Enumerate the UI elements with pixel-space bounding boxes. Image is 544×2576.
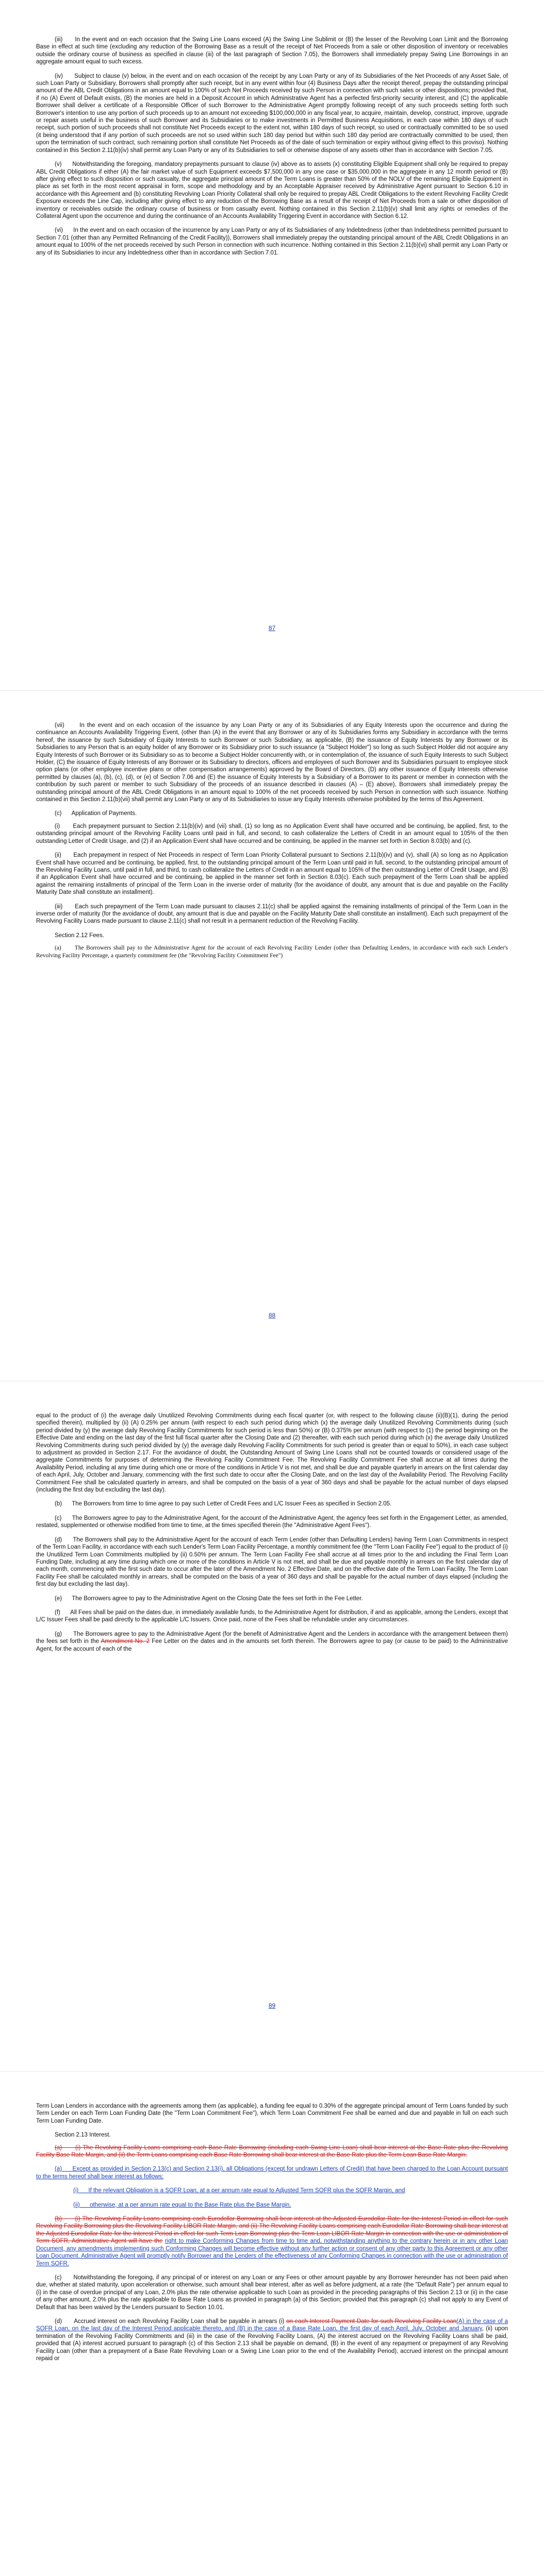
paragraph-vii: (vii) In the event and on each occasion of the issuance by any Loan Party or any of its Subsidiaries of any Equity Interests upon the occurrence and during the continuance an Accounts Availability Triggering Event, (other than (A) in the event that any Borrower or any of its Subsidiaries forms any Subsidiary in accordance with the terms hereof, the issuance by such Subsidiary of Equity Interests to such Borrower or such Subsidiary, as applicable, (B) the issuance of Equity Interests by any Borrower or its Subsidiaries to any Person that is an equity holder of any Borrower or its Subsidiary prior to such issuance (a "Subject Holder") so long as such Subject Holder did not acquire any Equity Interests of such Borrower or its Subsidiary so as to become a Subject Holder concurrently with, or in contemplation of, the issuance of such Equity Interests to such Subject Holder, (C) the issuance of Equity Interests of any Borrower or its Subsidiary to directors, officers and employees of such Borrower and its Subsidiaries pursuant to employee stock option plans (or other employee incentive plans or other compensation arrangements) approved by the Board of Directors, (D) any other issuance of Equity Interests otherwise permitted by clauses (a), (b), (c), (d), or (e) of Section 7.06 and (E) the issuance of Equity Interests by a Subsidiary of a Borrower to its parent or member in connection with the contribution by such parent or member to such Subsidiary of the proceeds of an issuance described in clauses (A) – (E) above), Borrowers shall immediately prepay the outstanding principal amount of the ABL Credit Obligations in an amount equal to 100% of the net proceeds received by such Person in connection with such issuance. Nothing contained in this Section 2.11(b)(vii) shall permit any Loan Party or any of its Subsidiaries to issue any Equity Interests otherwise prohibited by the terms of this Agreement. [36, 722, 508, 803]
paragraph-fees-b: (b) The Borrowers from time to time agree to pay such Letter of Credit Fees and L/C Issuer Fees as specified in Section 2.05. [55, 1501, 392, 1507]
heading-interest: Section 2.13 Interest. [55, 2132, 111, 2139]
page-90-text [36, 2103, 508, 2369]
paragraph-fees-c: (c) The Borrowers agree to pay to the Administrative Agent, for the account of the Administrative Agent, the agency fees set forth in the Engagement Letter, as amended, restated, supplemented or otherwise modified from time to time, at the times specified therein (the "Administrative Agent Fees"). [36, 1515, 508, 1529]
deleted-paragraph-b: (b) (i) The Revolving Facility Loans comprising each Eurodollar Borrowing shall bear interest at the Adjusted Eurodollar Rate for the Interest Period in effect for such Revolving Facility Borrowing plus the Revolving Facility LIBOR Rate Margin, and (ii) The Revolving Facility Loans comprising each Eurodollar Rate Borrowing shall bear interest at the Adjusted Eurodollar Rate for the Interest Period in effect for such Term Loan Borrowing plus the Term Loan LIBOR Rate Margin in connection with the use or administration of Term SOFR, Administrative Agent will have the [36, 2216, 508, 2245]
paragraph-c-iii: (iii) Each such prepayment of the Term Loan made pursuant to clauses 2.11(c) shall be applied against the remaining installments of principal of the Term Loan in the inverse order of maturity (for the avoidance of doubt, any amount that is due and payable on the Facility Maturity Date shall constitute an installment). Each such prepayment of the Revolving Facility Loans made pursuant to clause 2.11(c) shall not result in a permanent reduction of the Revolving Facility. [36, 903, 508, 925]
page-88-text [36, 722, 508, 966]
paragraph-fees-g-cont: Term Loan Lenders in accordance with the agreements among them (as applicable), a funding fee equal to 0.30% of the aggregate principal amount of Term Loans funded by such Term Lender on each Term Loan Funding Date (the "Term Loan Commitment Fee"), which Term Loan Commitment Fee shall be earned and due and payable in full on each such Term Loan Funding Date. [36, 2103, 508, 2124]
deleted-text: Amendment No. 2 [101, 1638, 150, 1645]
page-90 [0, 2072, 544, 2576]
paragraph-b [36, 2215, 508, 2267]
d-text: (d) Accrued interest on each Revolving Facility Loan shall be payable in arrears (i) [55, 2318, 287, 2325]
paragraph-fees-d: (d) The Borrowers shall pay to the Administrative Agent for the account of each Term Lender (other than Defaulting Lenders) having Term Loan Commitments in respect of the Term Loan Facility, in accordance with each such Lender's Term Loan Facility Percentage, a monthly commitment fee (the "Term Loan Facility Fee") equal to the product of (i) the Unutilized Term Loan Commitments multiplied by (ii) 0.50% per annum. The Term Loan Facility Fee shall accrue at all times prior to the and including the Final Term Loan Funding Date, including at any time during which one or more of the conditions in Article V is not met, and shall be due and payable monthly in arrears on the first calendar day of each month, commencing with the first such date to occur after the later of the Amendment No. 2 Effective Date, and on the effective date of the Term Loan Facility. The Term Loan Facility Fee shall be calculated monthly in arrears, shall be computed on the basis of a year of 360 days and shall be payable for the actual number of days elapsed (including the first day but excluding the last day). [36, 1536, 508, 1588]
paragraph-c-ii: (ii) Each prepayment in respect of Net Proceeds in respect of Term Loan Priority Collateral pursuant to Sections 2.11(b)(iv) and (v), shall (A) so long as no Application Event shall have occurred and be continuing, be applied, first, to the outstanding principal amount of the Term Loan until paid in full, second, to the outstanding principal amount of the Revolving Facility Loans, until paid in full, and third, to cash collateralize the Letters of Credit in an amount equal to 105% of the then outstanding Letter of Credit Usage, and (B) if an Application Event shall have occurred and be continuing, be applied in the manner set forth in Section 8.03(c). Each such prepayment of the Term Loan shall be applied against the remaining installments of principal of the Term Loan in the inverse order of maturity (for the avoidance of doubt, any amount that is due and payable on the Facility Maturity Date shall constitute an installment). [36, 852, 508, 896]
paragraph-iii: (iii) In the event and on each occasion that the Swing Line Loans exceed (A) the Swing Line Sublimit or (B) the lesser of the Revolving Loan Limit and the Borrowing Base in effect at such time (excluding any reduction of the Borrowing Base as a result of the receipt of Net Proceeds from a sale or other disposition of inventory or receivables outside the ordinary course of business as specified in clause (iii) of the last paragraph of Section 7.05), the Borrowers shall immediately prepay Swing Line Borrowings in an aggregate amount equal to such excess. [36, 37, 508, 65]
page-number[interactable]: 89 [268, 2002, 276, 2009]
deleted-text: on each Interest Payment Date for such Revolving Facility Loan [286, 2318, 457, 2325]
paragraph-fees-e: (e) The Borrowers agree to pay to the Administrative Agent on the Closing Date the fees set forth in the Fee Letter. [55, 1595, 363, 1602]
paragraph-vi: (vi) In the event and on each occasion of the incurrence by any Loan Party or any of its Subsidiaries of any Indebtedness (other than Indebtedness permitted pursuant to Section 7.01 (other than any Permitted Refinancing of the Credit Facility)), Borrowers shall immediately prepay the outstanding principal amount of the ABL Credit Obligations in an amount equal to 100% of the net proceeds received by such Person in connection with such incurrence. Nothing contained in this Section 2.11(b)(vi) shall permit any Loan Party or any of its Subsidiaries to incur any Indebtedness other than in accordance with Section 7.01. [36, 227, 508, 256]
paragraph-fees-a: (a) The Borrowers shall pay to the Administrative Agent for the account of each Revolving Facility Lender (other than Defaulting Lenders, in accordance with each such Lender's Revolving Facility Percentage, a quarterly commitment fee (the "Revolving Facility Commitment Fee") [36, 945, 508, 959]
inserted-paragraph-a-i: (i) If the relevant Obligation is a SOFR Loan, at a per annum rate equal to Adjusted Term SOFR plus the SOFR Margin, and [73, 2188, 405, 2194]
paragraph-v: (v) Notwithstanding the foregoing, mandatory prepayments pursuant to clause (iv) above as to assets (x) constituting Eligible Equipment shall only be required to prepay ABL Credit Obligations if either (A) the fair market value of such Equipment exceeds $7,500,000 in any one case or $35,000,000 in the aggregate in any 12 month period or (B) after giving effect to such disposition or such casualty, the aggregate principal amount of the Term Loans is greater than 50% of the NOLV of the remaining Eligible Equipment in place as set forth in the most recent appraisal in form, scope and methodology and by an Acceptable Appraiser received by Administrative Agent pursuant to Section 6.10 in accordance with this Agreement and (b) constituting Revolving Loan Priority Collateral shall only be required to prepay ABL Credit Obligations to the extent Revolving Facility Credit Exposure exceeds the Line Cap, including after giving effect to any reduction of the Borrowing Base as a result of the receipt of Net Proceeds from a sale or other disposition of inventory or receivables outside the ordinary course of business or from casualty event. Nothing contained in this Section 2.11(b)(v) shall limit any rights or remedies of the Collateral Agent upon the occurrence and during the continuance of an Accounts Availability Triggering Event in accordance with Section 6.12. [36, 161, 508, 219]
d-text-end: , (ii) upon termination of the Revolving Facility Commitments and (iii) in the case of the Revolving Facility Loans, (A) the interest accrued on the Revolving Facility Loans shall be paid, provided that (A) interest accrued pursuant to paragraph (c) of this Section 2.13 shall be payable on demand, (B) in the event of any repayment or prepayment of any Revolving Facility Loan (other than a prepayment of a Base Rate Revolving Loan or a Swing Line Loan prior to the end of the Availability Period), accrued interest on the principal amount repaid or [36, 2326, 508, 2362]
page-87 [0, 0, 544, 690]
paragraph-c-i: (i) Each prepayment pursuant to Section 2.11(b)(iv) and (vii) shall, (1) so long as no Application Event shall have occurred and be continuing, be applied, first, to the outstanding principal amount of the Revolving Facility Loans until paid in full, and second, to cash collateralize the Letters of Credit in an amount equal to 105% of the then outstanding Letter of Credit Usage, and (2) if an Application Event shall have occurred and be continuing, be applied in the manner set forth in Section 8.03(b) and (c). [36, 823, 508, 844]
fees-g-text: (g) The Borrowers agree to pay to the Administrative Agent (for the benefit of Administrative Agent and the Lenders in accordance with the arrangement between them) the fees set forth in the [36, 1631, 508, 1645]
page-88 [0, 691, 544, 1381]
paragraph-fees-g [36, 1631, 508, 1653]
inserted-paragraph-b: right to make Conforming Changes from time to time and, notwithstanding anything to the contrary herein or in any other Loan Document, any amendments implementing such Conforming Changes will become effective without any further action or consent of any other party to this Agreement or any other Loan Document. Administrative Agent will promptly notify Borrower and the Lenders of the effectiveness of any Conforming Changes in connection with the use or administration of Term SOFR. [36, 2238, 508, 2267]
paragraph-c-default-rate: (c) Notwithstanding the foregoing, if any principal of or interest on any Loan or any Fees or other amount payable by any Borrower hereunder has not been paid when due, whether at stated maturity, upon acceleration or otherwise, such amount shall bear interest, after as well as before judgment, at a rate (the "Default Rate") per annum equal to (i) in the case of overdue principal of any Loan, 2.0% plus the rate otherwise applicable to such Loan as provided in the preceding paragraphs of this Section 2.13 or (ii) in the case of any other amount, 2.0% plus the rate applicable to Base Rate Loans as provided in paragraph (a) of this Section; provided that this paragraph (c) shall not apply to any Event of Default that has been waived by the Lenders pursuant to Section 10.01. [36, 2274, 508, 2311]
fees-g-text-end: Fee Letter on the dates and in the amounts set forth therein. The Borrowers agree to pay (or cause to be paid) to the Administrative Agent, for the account of each of the [36, 1638, 508, 1652]
heading-fees: Section 2.12 Fees. [55, 932, 104, 939]
inserted-text: (A) in the case of a SOFR Loan, on the last day of the Interest Period applicable thereto, and (B) in the case of a Base Rate Loan, the first day of each April, July, October and January [36, 2318, 508, 2332]
page-89 [0, 1381, 544, 2071]
paragraph-iv: (iv) Subject to clause (v) below, in the event and on each occasion of the receipt by any Loan Party or any of its Subsidiaries of the Net Proceeds of any Asset Sale, of such Loan Party or Subsidiary, Borrowers shall promptly after such receipt, but in any event within four (4) Business Days after the receipt thereof, prepay the outstanding principal amount of the ABL Credit Obligations in an amount equal to 100% of such Net Proceeds received by such Person in connection with such sales or other dispositions; provided that, if no (A) Event of Default exists, (B) the monies are held in a Deposit Account in which Administrative Agent has a perfected first-priority security interest, and (C) the applicable Borrower shall deliver a certificate of a Responsible Officer of such Borrower to the Administrative Agent promptly following receipt of any such proceeds setting forth such Borrower's intention to use any portion of such proceeds up to an amount not exceeding $100,000,000 in any fiscal year, to acquire, maintain, develop, construct, improve, upgrade or repair assets useful in the business of such Borrower and its Subsidiaries or to make investments in Permitted Business Acquisitions, in each case within 180 days of such receipt, such portion of such proceeds shall not constitute Net Proceeds except to the extent not, within 180 days of such receipt, so used or contractually committed to be so used (it being understood that if any portion of such proceeds are not so used within such 180 day period but within such 180 day period are contractually committed to be used, then upon the termination of such contract, such remaining portion shall constitute Net Proceeds as of the date of such termination or expiry without giving effect to this proviso). Nothing contained in this Section 2.11(b)(iv) shall permit any Loan Party or any of its Subsidiaries to sell or otherwise dispose of any assets other than in accordance with Section 7.05. [36, 73, 508, 154]
page-number[interactable]: 87 [268, 624, 276, 632]
page-89-text [36, 1412, 508, 1659]
heading-application-of-payments: (c) Application of Payments. [55, 810, 137, 817]
deleted-paragraph-a: (a) (i) The Revolving Facility Loans comprising each Base Rate Borrowing (including each Swing Line Loan) shall bear interest at the Base Rate plus the Revolving Facility Base Rate Margin, and (ii) the Term Loans comprising each Base Rate Borrowing shall bear interest at the Base Rate plus the Term Loan Base Rate Margin. [36, 2144, 508, 2159]
page-number[interactable]: 88 [268, 1312, 276, 1319]
page-87-text [36, 36, 508, 263]
paragraph-fees-a-cont: equal to the product of (i) the average daily Unutilized Revolving Commitments during each fiscal quarter (or, with respect to the following clause (ii)(B)(1), during the period specified therein), multiplied by (ii) (A) 0.25% per annum (with respect to each such period during which (x) the average daily Unutilized Revolving Commitments during (such period divided by (y) the average daily Revolving Facility Commitments for such period is less than 50%) or (B) 0.375% per annum (with respect to (1) the period beginning on the Effective Date and ending on the last day of the first full fiscal quarter after the Closing Date and (2) thereafter, with each such period during which (x) the average daily Unutilized Revolving Commitments during such period divided by (y) the average daily Revolving Facility Commitments for such period is greater than or equal to 50%), in each case subject to adjustment as provided in Section 2.17. For the avoidance of doubt, the Outstanding Amount of Swing Line Loans shall not be counted towards or considered usage of the aggregate Commitments for purposes of determining the Revolving Facility Commitment Fee. The Revolving Facility Commitment Fee shall accrue at all times during the Availability Period, including at any time during which one or more of the conditions in Article V is not met, and shall be due and payable quarterly in arrears on the first calendar day of each April, July, October and January, commencing with the first such date to occur after the Closing Date, and on the last day of the Availability Period. The Revolving Facility Commitment Fee shall be calculated quarterly in arrears, and shall be computed on the basis of a year of 360 days and shall be payable for the actual number of days elapsed (including the first day but excluding the last day). [36, 1413, 508, 1494]
inserted-paragraph-a-ii: (ii) otherwise, at a per annum rate equal to the Base Rate plus the Base Margin. [73, 2201, 291, 2208]
paragraph-fees-f: (f) All Fees shall be paid on the dates due, in immediately available funds, to the Administrative Agent for distribution, if and as applicable, among the Lenders, except that L/C Issuer Fees shall be paid directly to the applicable L/C Issuers. Once paid, none of the Fees shall be refundable under any circumstances. [36, 1609, 508, 1623]
inserted-paragraph-a: (a) Except as provided in Section 2.13(c) and Section 2.13(i), all Obligations (except for undrawn Letters of Credit) that have been charged to the Loan Account pursuant to the terms hereof shall bear interest as follows: [36, 2166, 508, 2180]
paragraph-d-accrued-interest [36, 2318, 508, 2362]
